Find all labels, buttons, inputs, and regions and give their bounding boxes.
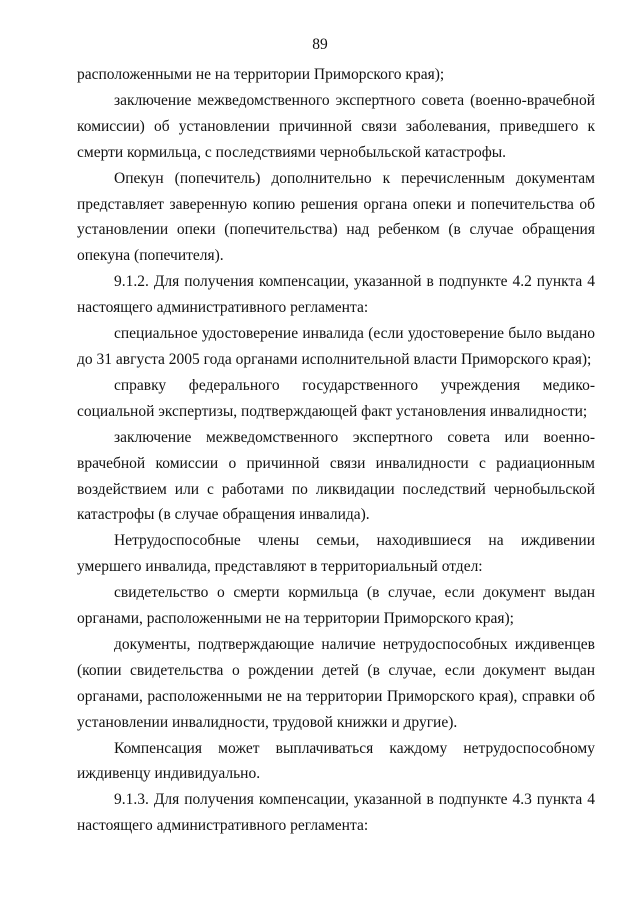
- document-body: [77, 62, 595, 839]
- paragraph: 9.1.2. Для получения компенсации, указанной в подпункте 4.2 пункта 4 настоящего административного регламента:: [77, 273, 595, 317]
- paragraph: специальное удостоверение инвалида (если удостоверение было выдано до 31 августа 2005 года органами исполнительной власти Приморского края);: [77, 325, 595, 368]
- page-number: 89: [312, 36, 328, 53]
- paragraph: 9.1.3. Для получения компенсации, указанной в подпункте 4.3 пункта 4 настоящего административного регламента:: [77, 791, 595, 835]
- paragraph: заключение межведомственного экспертного совета (военно-врачебной комиссии) об установлении причинной связи заболевания, приведшего к смерти кормильца, с последствиями чернобыльской катастрофы.: [77, 91, 595, 161]
- paragraph: Опекун (попечитель) дополнительно к перечисленным документам представляет заверенную копию решения органа опеки и попечительства об установлении опеки (попечительства) над ребенком (в случае обращения опекуна (попечителя).: [77, 169, 595, 265]
- paragraph: расположенными не на территории Приморского края);: [77, 66, 445, 83]
- paragraph: документы, подтверждающие наличие нетрудоспособных иждивенцев (копии свидетельства о рождении детей (в случае, если документ выдан органами, расположенными не на территории Приморского края), справки об установлении инвалидности, трудовой книжки и другие).: [77, 635, 595, 731]
- paragraph: справку федерального государственного учреждения медико-социальной экспертизы, подтверждающей факт установления инвалидности;: [77, 376, 595, 420]
- paragraph: Нетрудоспособные члены семьи, находившиеся на иждивении умершего инвалида, представляют в территориальный отдел:: [77, 532, 595, 576]
- paragraph: заключение межведомственного экспертного совета или военно-врачебной комиссии о причинной связи инвалидности с радиационным воздействием или с работами по ликвидации последствий чернобыльской катастрофы (в случае обращения инвалида).: [77, 428, 595, 524]
- paragraph: Компенсация может выплачиваться каждому нетрудоспособному иждивенцу индивидуально.: [77, 739, 595, 783]
- paragraph: свидетельство о смерти кормильца (в случае, если документ выдан органами, расположенными не на территории Приморского края);: [77, 584, 595, 628]
